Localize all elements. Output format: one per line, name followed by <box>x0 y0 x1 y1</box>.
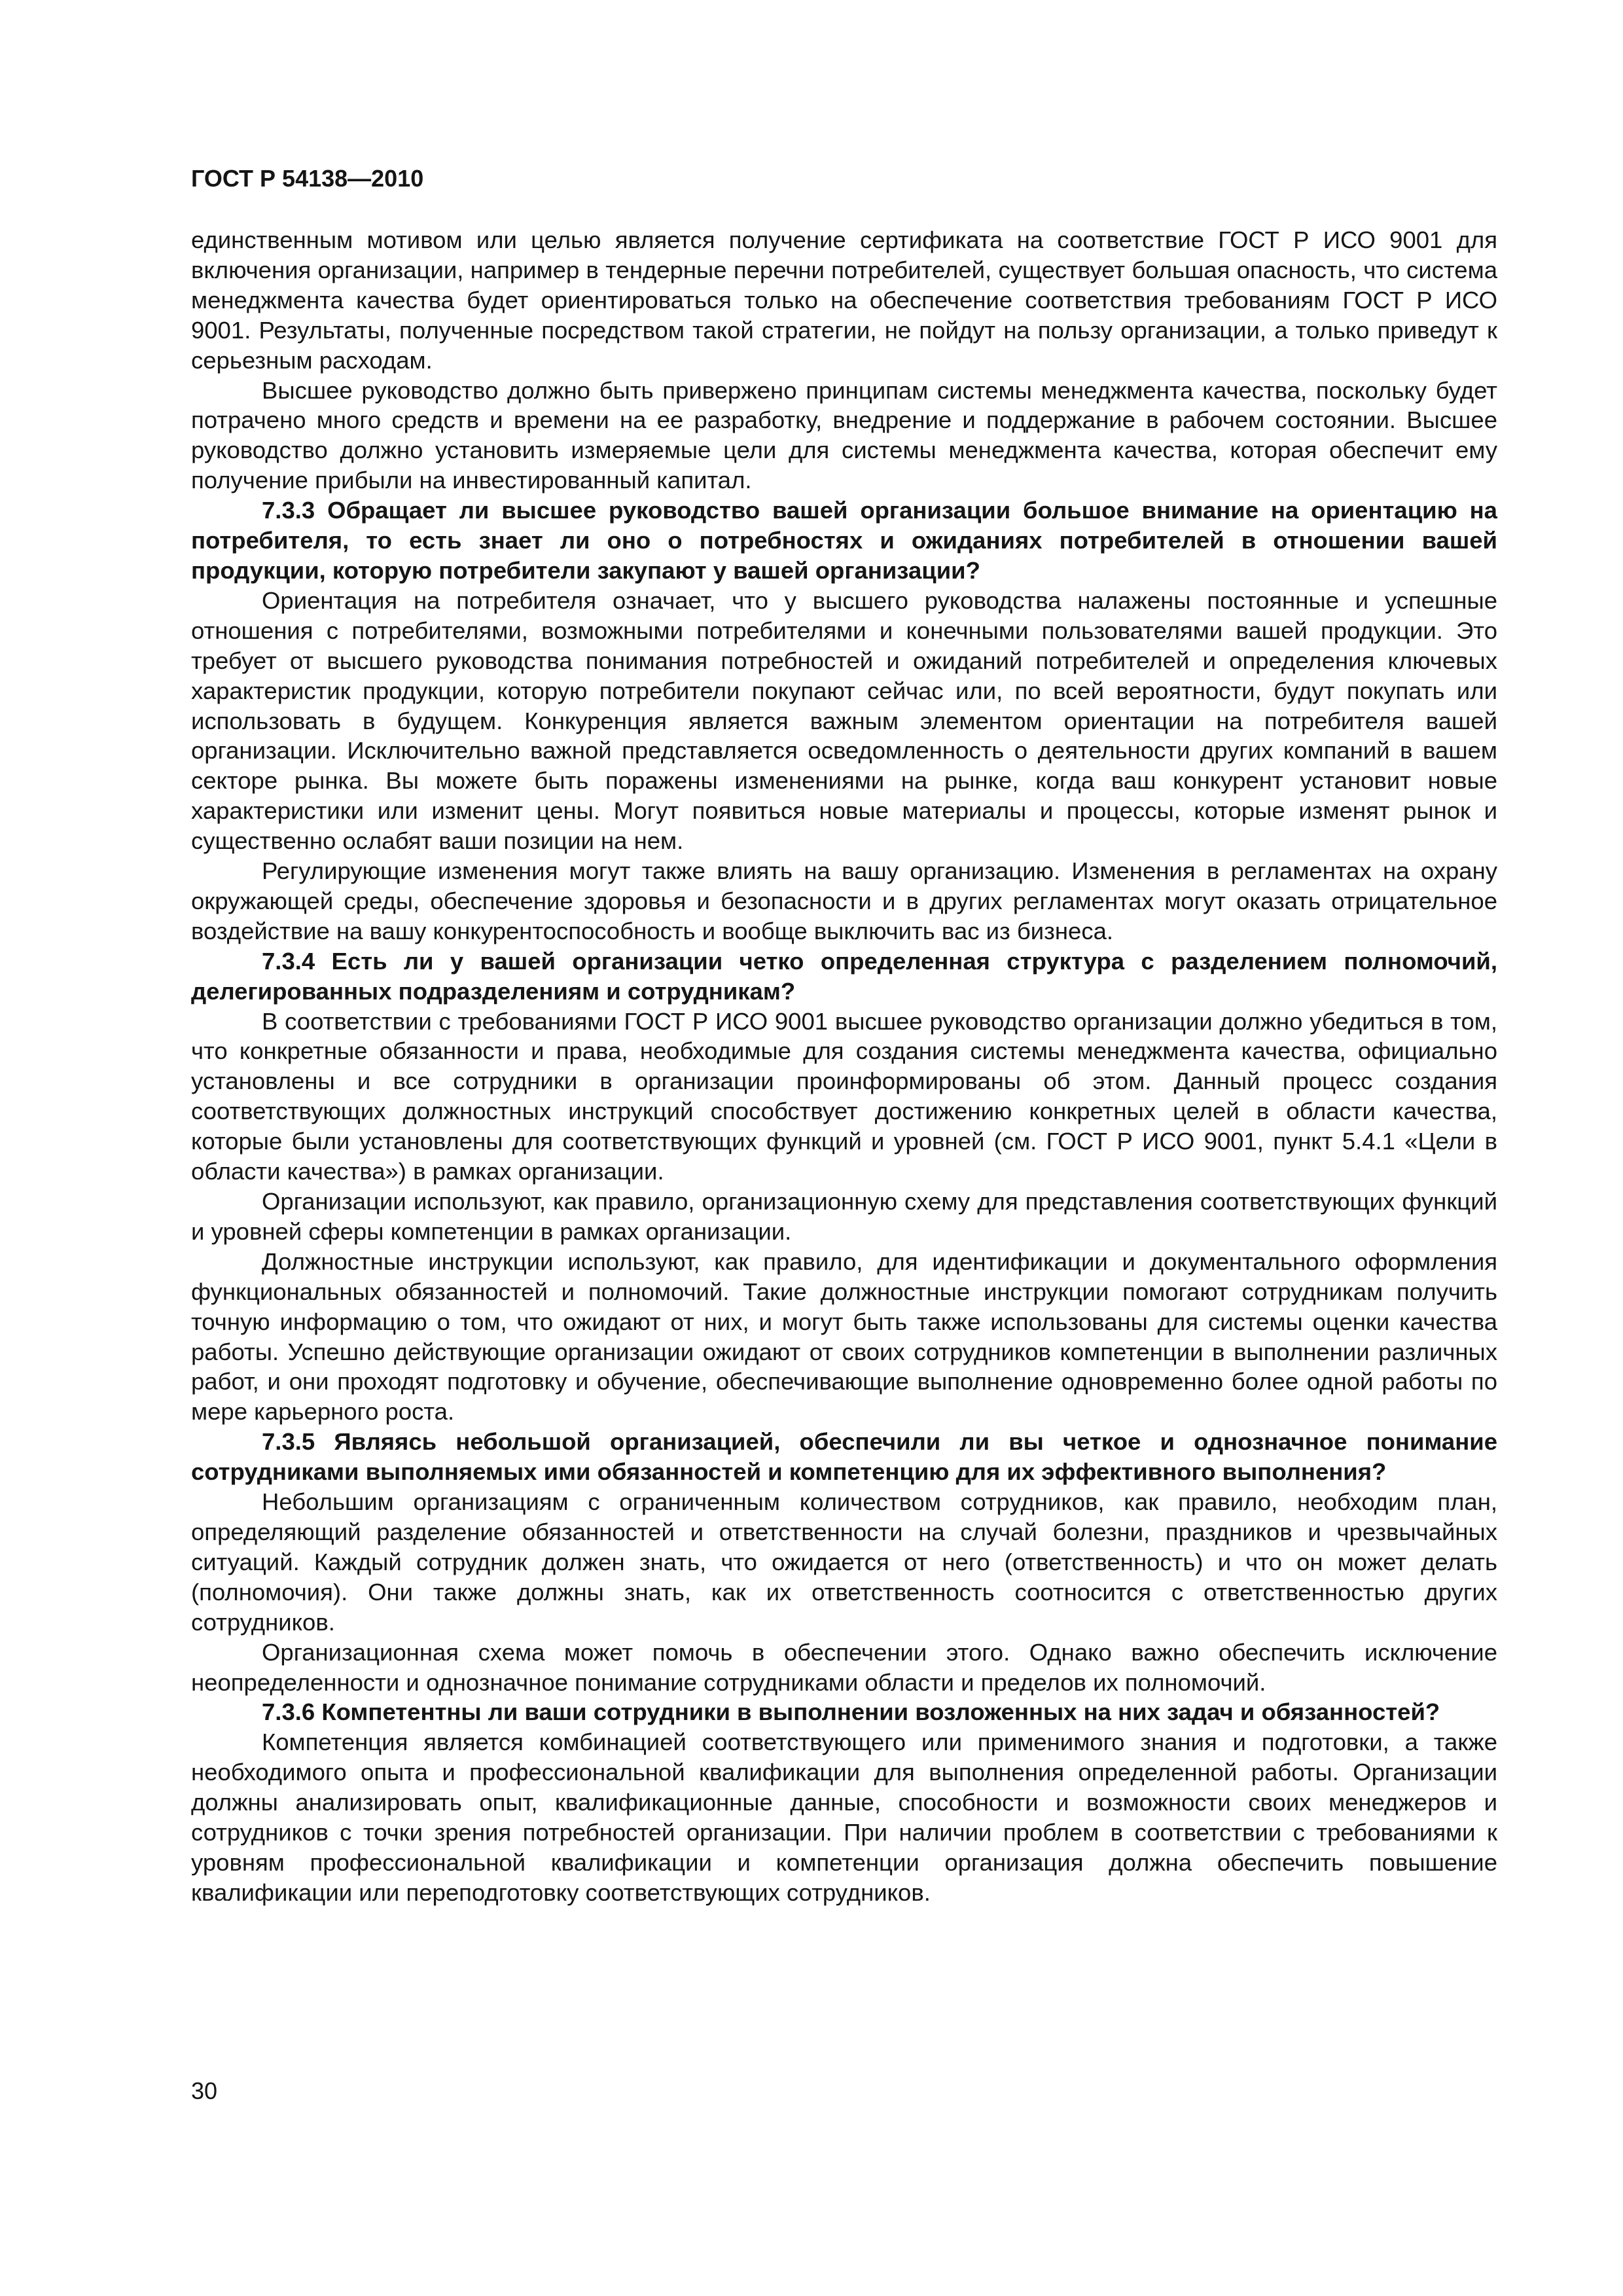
document-header: ГОСТ Р 54138—2010 <box>191 165 424 192</box>
paragraph: Небольшим организациям с ограниченным количеством сотрудников, как правило, необходим план, определяющий разделение обязанностей и ответственности на случай болезни, праздников и чрезвычайных ситуаций. Каждый сотрудник должен знать, что ожидается от него (ответственность) и что он может делать (полномочия). Они также должны знать, как их ответственность соотносится с ответственностью других сотрудников. <box>191 1488 1497 1636</box>
section-heading-7-3-3: 7.3.3 Обращает ли высшее руководство вашей организации большое внимание на ориентацию на потребителя, то есть знает ли оно о потребностях и ожиданиях потребителей в отношении вашей продукции, которую потребители закупают у вашей организации? <box>191 497 1497 584</box>
paragraph: Организации используют, как правило, организационную схему для представления соответствующих функций и уровней сферы компетенции в рамках организации. <box>191 1188 1497 1245</box>
paragraph: Организационная схема может помочь в обеспечении этого. Однако важно обеспечить исключение неопределенности и однозначное понимание сотрудниками области и пределов их полномочий. <box>191 1638 1497 1696</box>
paragraph: единственным мотивом или целью является получение сертификата на соответствие ГОСТ Р ИСО 9001 для включения организации, например в тендерные перечни потребителей, существует большая опасность, что система менеджмента качества будет ориентироваться только на обеспечение соответствия требованиям ГОСТ Р ИСО 9001. Результаты, полученные посредством такой стратегии, не пойдут на пользу организации, а только приведут к серьезным расходам. <box>191 226 1497 374</box>
section-heading-7-3-6: 7.3.6 Компетентны ли ваши сотрудники в выполнении возложенных на них задач и обязанностей? <box>262 1698 1440 1726</box>
paragraph: Высшее руководство должно быть привержено принципам системы менеджмента качества, поскольку будет потрачено много средств и времени на ее разработку, внедрение и поддержание в рабочем состоянии. Высшее руководство должно установить измеряемые цели для системы менеджмента качества, которая обеспечит ему получение прибыли на инвестированный капитал. <box>191 376 1497 494</box>
body-text <box>191 225 1497 1908</box>
section-heading-7-3-4: 7.3.4 Есть ли у вашей организации четко определенная структура с разделением полномочий, делегированных подразделениям и сотрудникам? <box>191 947 1497 1005</box>
paragraph: В соответствии с требованиями ГОСТ Р ИСО 9001 высшее руководство организации должно убедиться в том, что конкретные обязанности и права, необходимые для создания системы менеджмента качества, официально установлены и все сотрудники в организации проинформированы об этом. Данный процесс создания соответствующих должностных инструкций способствует достижению конкретных целей в области качества, которые были установлены для соответствующих функций и уровней (см. ГОСТ Р ИСО 9001, пункт 5.4.1 «Цели в области качества») в рамках организации. <box>191 1007 1497 1185</box>
paragraph: Компетенция является комбинацией соответствующего или применимого знания и подготовки, а также необходимого опыта и профессиональной квалификации для выполнения определенной работы. Организации должны анализировать опыт, квалификационные данные, способности и возможности своих менеджеров и сотрудников с точки зрения потребностей организации. При наличии проблем в соответствии с требованиями к уровням профессиональной квалификации и компетенции организация должна обеспечить повышение квалификации или переподготовку соответствующих сотрудников. <box>191 1729 1497 1906</box>
paragraph: Ориентация на потребителя означает, что у высшего руководства налажены постоянные и успешные отношения с потребителями, возможными потребителями и конечными пользователями вашей продукции. Это требует от высшего руководства понимания потребностей и ожиданий потребителей и определения ключевых характеристик продукции, которую потребители покупают сейчас или, по всей вероятности, будут покупать или использовать в будущем. Конкуренция является важным элементом ориентации на потребителя вашей организации. Исключительно важной представляется осведомленность о деятельности других компаний в вашем секторе рынка. Вы можете быть поражены изменениями на рынке, когда ваш конкурент установит новые характеристики или изменит цены. Могут появиться новые материалы и процессы, которые изменят рынок и существенно ослабят ваши позиции на нем. <box>191 586 1497 855</box>
page-number: 30 <box>191 2077 218 2104</box>
paragraph: Регулирующие изменения могут также влиять на вашу организацию. Изменения в регламентах на охрану окружающей среды, обеспечение здоровья и безопасности и в других регламентах могут оказать отрицательное воздействие на вашу конкурентоспособность и вообще выключить вас из бизнеса. <box>191 857 1497 944</box>
section-heading-7-3-5: 7.3.5 Являясь небольшой организацией, обеспечили ли вы четкое и однозначное понимание сотрудниками выполняемых ими обязанностей и компетенцию для их эффективного выполнения? <box>191 1428 1497 1486</box>
paragraph: Должностные инструкции используют, как правило, для идентификации и документального оформления функциональных обязанностей и полномочий. Такие должностные инструкции помогают сотрудникам получить точную информацию о том, что ожидают от них, и могут быть также использованы для системы оценки качества работы. Успешно действующие организации ожидают от своих сотрудников компетенции в выполнении различных работ, и они проходят подготовку и обучение, обеспечивающие выполнение одновременно более одной работы по мере карьерного роста. <box>191 1247 1497 1426</box>
